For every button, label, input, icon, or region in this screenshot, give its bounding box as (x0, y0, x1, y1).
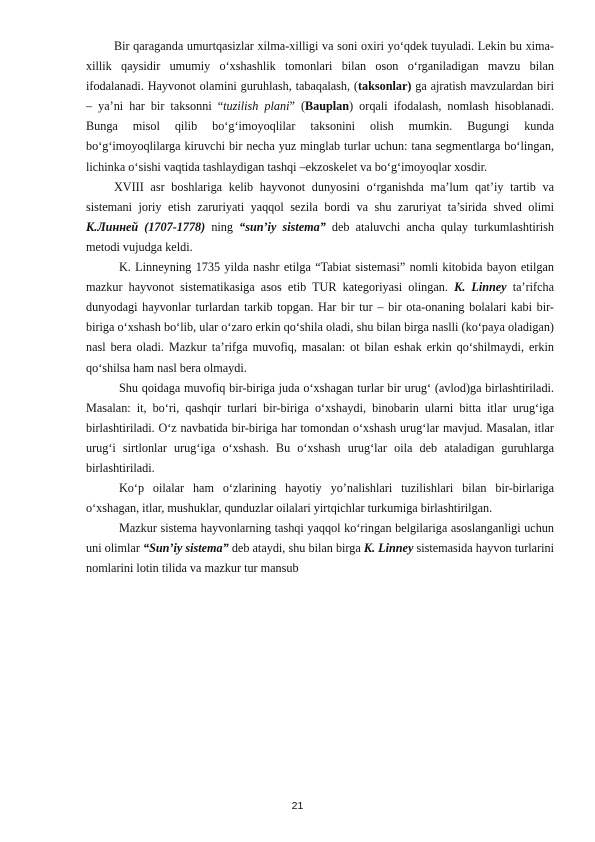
text: sistemasida hayvon turlarini nomlarini lotin tilida va mazkur tur mansub (86, 541, 554, 576)
bold-italic-term: “sun’iy sistema” (239, 219, 326, 234)
bold-italic-term: “Sun’iy sistema” (142, 541, 229, 556)
text: Mazkur sistema hayvonlarning tashqi yaqqol ko‘ringan belgilariga asoslanganligi uchun uni olimlar (86, 521, 554, 556)
bold-italic-term: K. Linney (454, 280, 507, 295)
text: ga ajratish mavzulardan biri – ya’ni har bir taksonni “ (86, 79, 554, 114)
text: ) orqali ifodalash, nomlash hisoblanadi. Bunga misol qilib bo‘g‘imoyoqlilar taksonini olish mumkin. Bugungi kunda bo‘g‘imoyoqlilarga kiruvchi bir necha yuz minglab turlar uchun: tana segmentlarga bo‘lingan, lichinka o‘sishi vaqtida tashlaydigan tashqi –ekzoskelet va bo‘g‘imoyoqlar xosdir. (86, 99, 554, 174)
text: ” ( (289, 99, 306, 114)
paragraph-6 (86, 518, 554, 578)
paragraph-1 (86, 36, 554, 177)
text: XVIII asr boshlariga kelib hayvonot dunyosini o‘rganishda ma’lum qat’iy tartib va sistemani joriy etish zaruriyati yaqqol sezila bordi va shu zaruriyat ta’sirida shved olimi (86, 179, 554, 214)
bold-term: Bauplan (305, 99, 350, 114)
text: deb ataydi, shu bilan birga (228, 541, 364, 556)
bold-italic-term: К.Линней (1707-1778) (86, 219, 206, 234)
document-body (86, 36, 554, 579)
paragraph-5: Ko‘p oilalar ham o‘zlarining hayotiy yo’nalishlari tuzilishlari bilan bir-birlariga o‘xshagan, itlar, mushuklar, qunduzlar oilalari yirtqichlar turkumiga birlashtirilgan. (86, 481, 554, 516)
text: ta’rifcha dunyodagi hayvonlar turlardan tarkib topgan. Har bir tur – bir ota-onaning bolalari kabi bir-biriga o‘xshash bo‘lib, ular o‘zaro erkin qo‘shila oladi, shu bilan birga naslli (ko‘paya oladigan) nasl bera oladi. Mazkur ta’rifga muvofiq, masalan: ot bilan eshak erkin qo‘shilmaydi, erkin qo‘shilsa ham nasl bera olmaydi. (86, 280, 555, 375)
paragraph-2 (86, 177, 554, 257)
text: ning (205, 219, 240, 234)
bold-term: taksonlar) (357, 79, 412, 94)
text: K. Linneyning 1735 yilda nashr etilga “Tabiat sistemasi” nomli kitobida bayon etilgan mazkur hayvonot sistematikasiga asos etib TUR kategoriyasi olingan. (86, 260, 554, 295)
bold-italic-term: K. Linney (363, 541, 414, 556)
italic-term: tuzilish plani (223, 99, 290, 114)
paragraph-4: Shu qoidaga muvofiq bir-biriga juda o‘xshagan turlar bir urug‘ (avlod)ga birlashtiriladi. Masalan: it, bo‘ri, qashqir turlari bir-biriga o‘xshaydi, binobarin ularni bitta itlar urug‘iga birlashtiriladi. O‘z navbatida bir-biriga har tomondan o‘xshash urug‘lar mavjud. Masalan, itlar urug‘i sirtlonlar urug‘iga o‘xshash. Bu o‘xshash urug‘lar oila deb ataladigan guruhlarga birlashtiriladi. (86, 380, 554, 475)
text: deb ataluvchi ancha qulay turkumlashtirish metodi vujudga keldi. (86, 219, 554, 254)
text: Bir qaraganda umurtqasizlar xilma-xilligi va soni oxiri yo‘qdek tuyuladi. Lekin bu xima-xillik qaysidir umumiy o‘xshashlik tomonlari bilan oson o‘rganiladigan mavzu bilan ifodalanadi. Hayvonot olamini guruhlash, tabaqalash, ( (86, 39, 554, 94)
paragraph-3 (86, 257, 554, 378)
page-number: 21 (291, 800, 304, 812)
